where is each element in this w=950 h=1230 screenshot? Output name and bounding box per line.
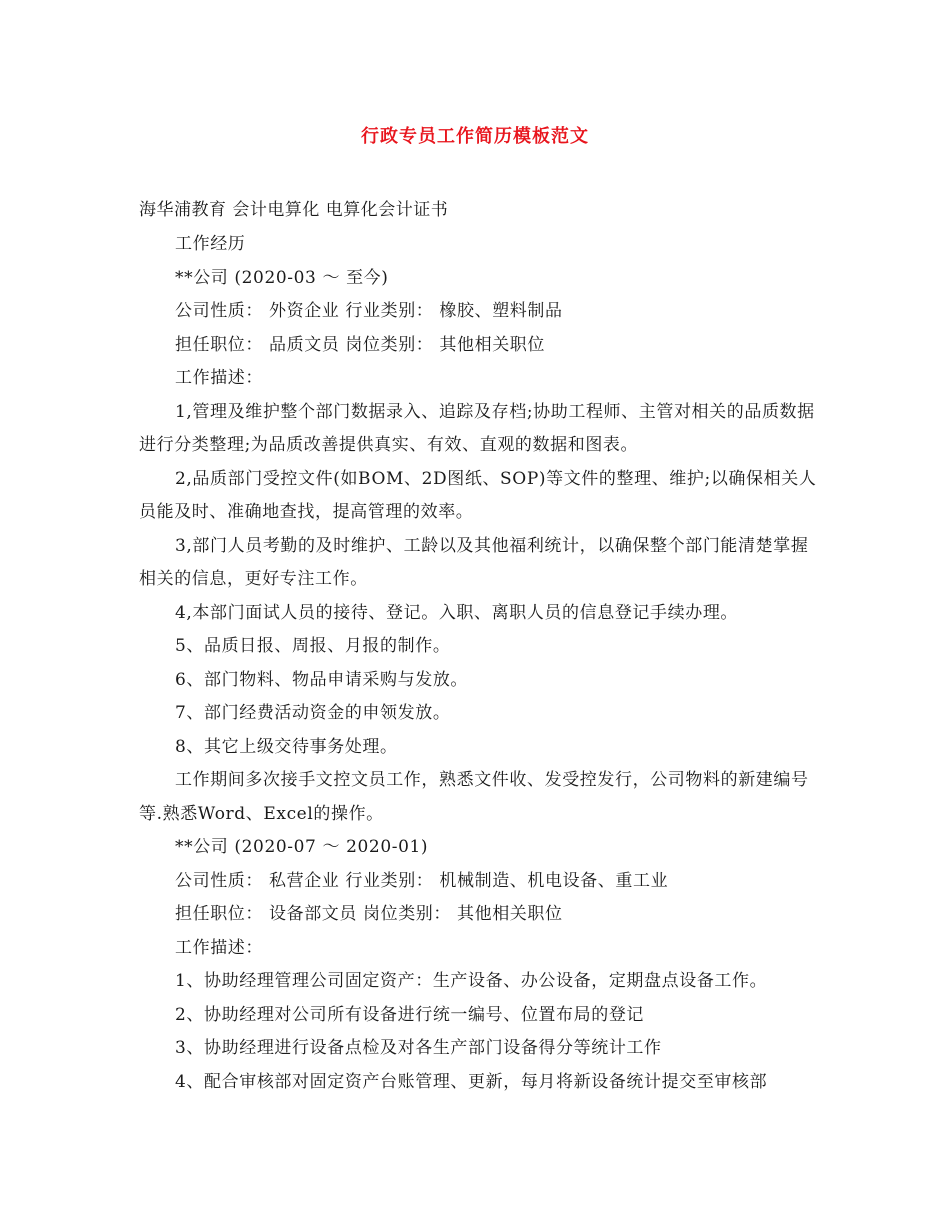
paragraph: 1,管理及维护整个部门数据录入、追踪及存档;协助工程师、主管对相关的品质数据进行分类整理;为品质改善提供真实、有效、直观的数据和图表。 <box>139 401 815 455</box>
paragraph: 工作经历 <box>175 234 246 254</box>
paragraph: 担任职位： 设备部文员 岗位类别： 其他相关职位 <box>175 904 563 924</box>
paragraph: 6、部门物料、物品申请采购与发放。 <box>175 669 469 690</box>
paragraph: 8、其它上级交待事务处理。 <box>175 736 398 757</box>
paragraph: 7、部门经费活动资金的申领发放。 <box>175 703 451 723</box>
paragraph: 2、协助经理对公司所有设备进行统一编号、位置布局的登记 <box>175 1004 645 1025</box>
paragraph: 4、配合审核部对固定资产台账管理、更新，每月将新设备统计提交至审核部 <box>175 1071 768 1092</box>
paragraph: **公司 (2020-07 ～ 2020-01) <box>175 837 429 857</box>
paragraph: 3、协助经理进行设备点检及对各生产部门设备得分等统计工作 <box>175 1038 662 1058</box>
paragraph: 2,品质部门受控文件(如BOM、2D图纸、SOP)等文件的整理、维护;以确保相关人员能及时、准确地查找，提高管理的效率。 <box>139 468 817 522</box>
paragraph: 工作描述： <box>175 937 263 958</box>
paragraph: 工作期间多次接手文控文员工作，熟悉文件收、发受控发行，公司物料的新建编号等.熟悉Word、Excel的操作。 <box>139 770 809 824</box>
paragraph: 5、品质日报、周报、月报的制作。 <box>175 636 451 656</box>
paragraph: 公司性质： 外资企业 行业类别： 橡胶、塑料制品 <box>175 301 563 321</box>
paragraph: 1、协助经理管理公司固定资产：生产设备、办公设备，定期盘点设备工作。 <box>175 971 768 991</box>
intro-line: 海华浦教育 会计电算化 电算化会计证书 <box>139 200 449 220</box>
paragraph: 公司性质： 私营企业 行业类别： 机械制造、机电设备、重工业 <box>175 870 669 891</box>
paragraph: 4,本部门面试人员的接待、登记。入职、离职人员的信息登记手续办理。 <box>175 602 739 623</box>
document-body <box>139 228 819 1099</box>
page-title: 行政专员工作简历模板范文 <box>361 126 589 147</box>
paragraph: **公司 (2020-03 ～ 至今) <box>175 267 389 288</box>
paragraph: 工作描述： <box>175 368 263 388</box>
paragraph: 3,部门人员考勤的及时维护、工龄以及其他福利统计，以确保整个部门能清楚掌握相关的信息，更好专注工作。 <box>139 535 809 589</box>
paragraph: 担任职位： 品质文员 岗位类别： 其他相关职位 <box>175 334 546 355</box>
